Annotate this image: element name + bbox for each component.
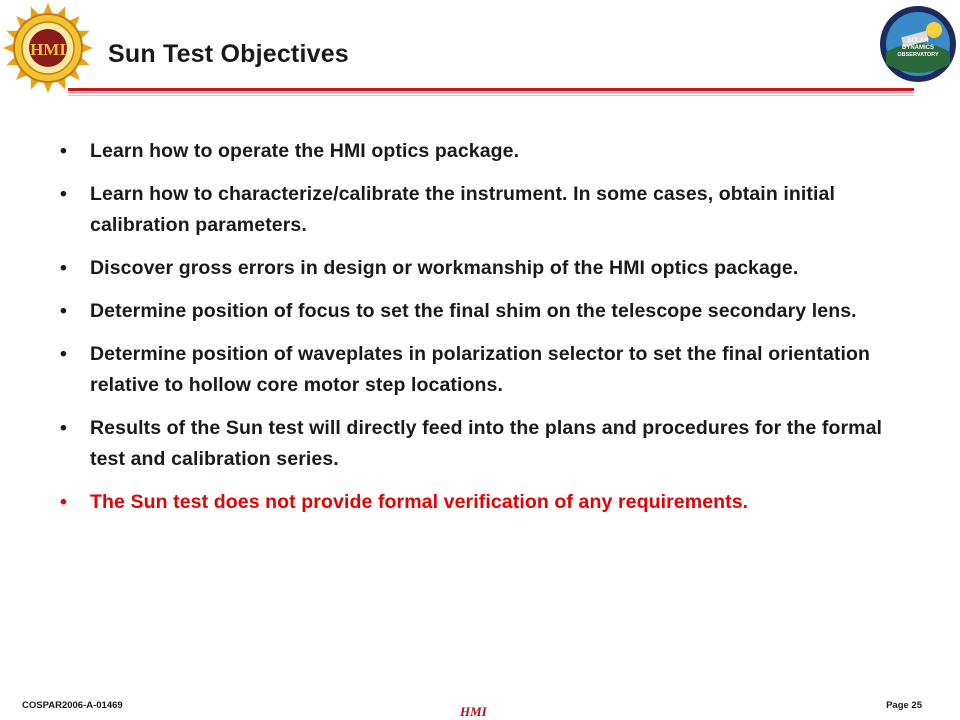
- page-title: Sun Test Objectives: [108, 40, 349, 68]
- bullet-text: Learn how to operate the HMI optics package.: [90, 140, 520, 162]
- page-number: Page 25: [886, 700, 922, 711]
- list-item-highlight: [60, 487, 920, 518]
- sdo-logo-line-1: SOLAR: [907, 38, 929, 44]
- bullet-text: Results of the Sun test will directly feed into the plans and procedures for the formal test and calibration series.: [90, 417, 883, 470]
- bullet-text: Learn how to characterize/calibrate the instrument. In some cases, obtain initial calibration parameters.: [90, 183, 835, 236]
- list-item: [60, 339, 920, 401]
- bullet-text: Discover gross errors in design or workmanship of the HMI optics package.: [90, 257, 799, 279]
- bullet-dot: •: [60, 491, 67, 513]
- sdo-observatory-logo-icon: [878, 4, 958, 84]
- footer-reference: COSPAR2006-A-01469: [22, 700, 123, 711]
- bullet-text: Determine position of focus to set the final shim on the telescope secondary lens.: [90, 300, 857, 322]
- hmi-logo-text: HMI: [30, 40, 66, 59]
- title-underline: [68, 88, 914, 98]
- bullet-dot: •: [60, 257, 67, 279]
- hmi-sunburst-logo-icon: [2, 2, 94, 94]
- list-item: [60, 136, 920, 167]
- bullet-dot: •: [60, 140, 67, 162]
- list-item: [60, 253, 920, 284]
- objectives-list: [60, 136, 920, 530]
- bullet-text: Determine position of waveplates in polarization selector to set the final orientation relative to hollow core motor step locations.: [90, 343, 871, 396]
- bullet-dot: •: [60, 300, 67, 322]
- sdo-logo-line-2: DYNAMICS: [901, 45, 935, 51]
- bullet-text: The Sun test does not provide formal verification of any requirements.: [90, 491, 749, 513]
- list-item: [60, 413, 920, 475]
- bullet-dot: •: [60, 417, 67, 439]
- bullet-dot: •: [60, 343, 67, 365]
- footer-hmi-mark: HMI: [460, 704, 487, 719]
- list-item: [60, 296, 920, 327]
- sdo-logo-line-3: OBSERVATORY: [897, 52, 939, 58]
- list-item: [60, 179, 920, 241]
- bullet-dot: •: [60, 183, 67, 205]
